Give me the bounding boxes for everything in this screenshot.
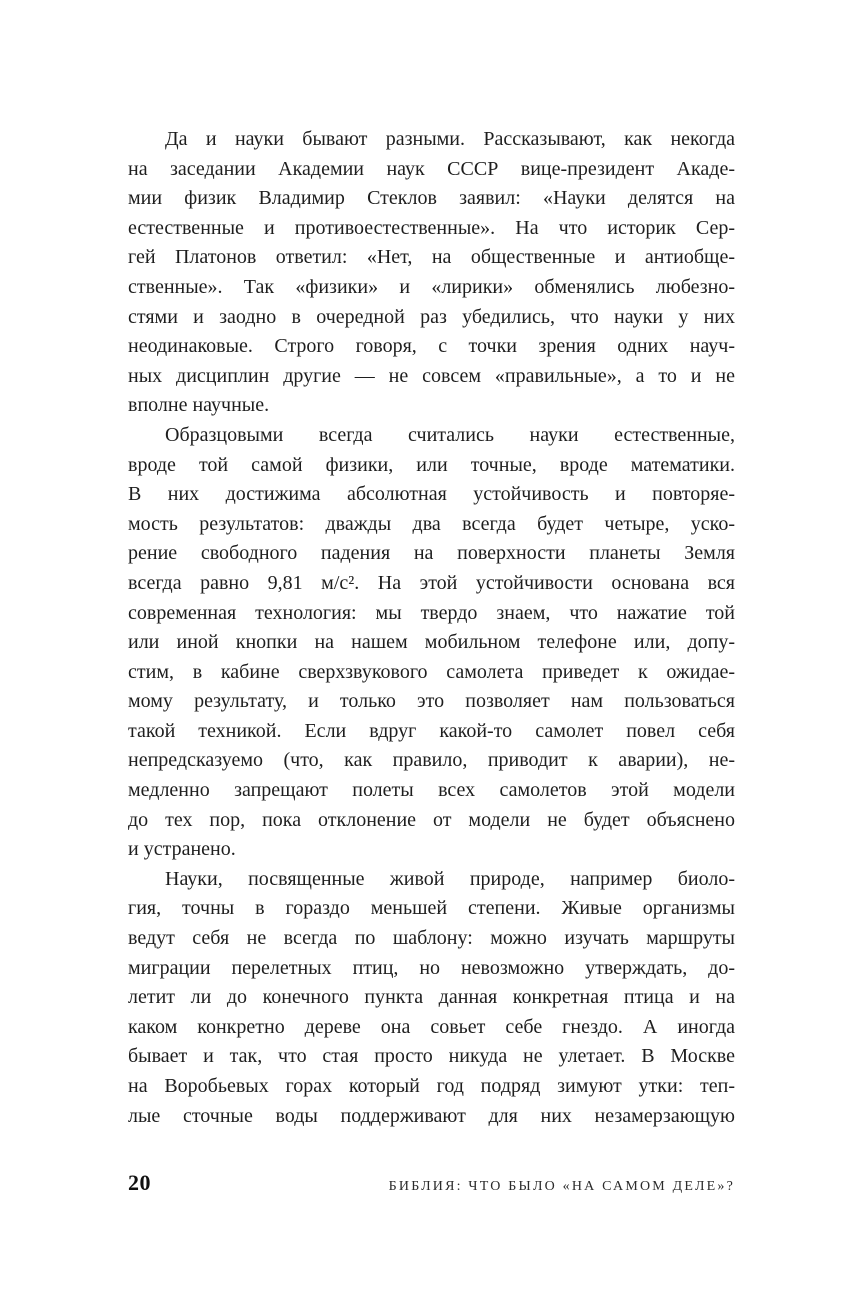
paragraph — [128, 865, 735, 1131]
text-line: естественные и противоестественные». На что историк Сер- — [128, 216, 735, 239]
text-line: на заседании Академии наук СССР вице-президент Акаде- — [128, 157, 735, 180]
text-line: гия, точны в гораздо меньшей степени. Живые организмы — [128, 897, 735, 920]
text-line: и устранено. — [128, 838, 236, 861]
paragraph — [128, 125, 735, 421]
text-line: ведут себя не всегда по шаблону: можно изучать маршруты — [128, 927, 735, 950]
text-line: каком конкретно дереве она совьет себе гнездо. А иногда — [128, 1015, 735, 1038]
text-line: гей Платонов ответил: «Нет, на общественные и антиобще- — [128, 246, 735, 269]
text-line: летит ли до конечного пункта данная конкретная птица и на — [128, 986, 735, 1009]
text-line: всегда равно 9,81 м/с². На этой устойчивости основана вся — [128, 571, 735, 594]
text-line: вполне научные. — [128, 394, 270, 417]
text-line: до тех пор, пока отклонение от модели не будет объяснено — [128, 808, 735, 831]
page-footer — [128, 1170, 735, 1196]
paragraph — [128, 421, 735, 865]
text-line: Образцовыми всегда считались науки естественные, — [165, 423, 735, 446]
text-line: мость результатов: дважды два всегда будет четыре, уско- — [128, 512, 735, 535]
text-line: или иной кнопки на нашем мобильном телефоне или, допу- — [128, 631, 735, 654]
text-line: мии физик Владимир Стеклов заявил: «Науки делятся на — [128, 187, 735, 210]
text-line: Науки, посвященные живой природе, например биоло- — [165, 867, 735, 890]
text-line: мому результату, и только это позволяет нам пользоваться — [128, 690, 735, 713]
text-line: рение свободного падения на поверхности планеты Земля — [128, 542, 735, 565]
text-line: стями и заодно в очередной раз убедились, что науки у них — [128, 305, 735, 328]
text-line: Да и науки бывают разными. Рассказывают, как некогда — [165, 128, 735, 150]
text-line: неодинаковые. Строго говоря, с точки зрения одних науч- — [128, 335, 735, 358]
text-line: лые сточные воды поддерживают для них незамерзающую — [128, 1104, 735, 1127]
text-line: медленно запрещают полеты всех самолетов этой модели — [128, 779, 735, 802]
text-line: такой техникой. Если вдруг какой-то самолет повел себя — [128, 719, 735, 742]
text-line: на Воробьевых горах который год подряд зимуют утки: теп- — [128, 1075, 735, 1097]
running-title: БИБЛИЯ: ЧТО БЫЛО «НА САМОМ ДЕЛЕ»? — [388, 1179, 735, 1194]
text-line: ственные». Так «физики» и «лирики» обменялись любезно- — [128, 275, 735, 298]
text-line: стим, в кабине сверхзвукового самолета приведет к ожидае- — [128, 660, 735, 683]
text-line: миграции перелетных птиц, но невозможно утверждать, до- — [128, 956, 735, 979]
text-line: непредсказуемо (что, как правило, приводит к аварии), не- — [128, 749, 735, 772]
text-line: бывает и так, что стая просто никуда не улетает. В Москве — [128, 1045, 735, 1068]
text-line: В них достижима абсолютная устойчивость и повторяе- — [128, 483, 735, 506]
text-line: вроде той самой физики, или точные, вроде математики. — [128, 453, 735, 476]
text-line: ных дисциплин другие — не совсем «правильные», а то и не — [128, 364, 735, 387]
page-number: 20 — [128, 1170, 151, 1195]
body-text — [128, 125, 735, 1131]
text-line: современная технология: мы твердо знаем, что нажатие той — [128, 601, 735, 624]
